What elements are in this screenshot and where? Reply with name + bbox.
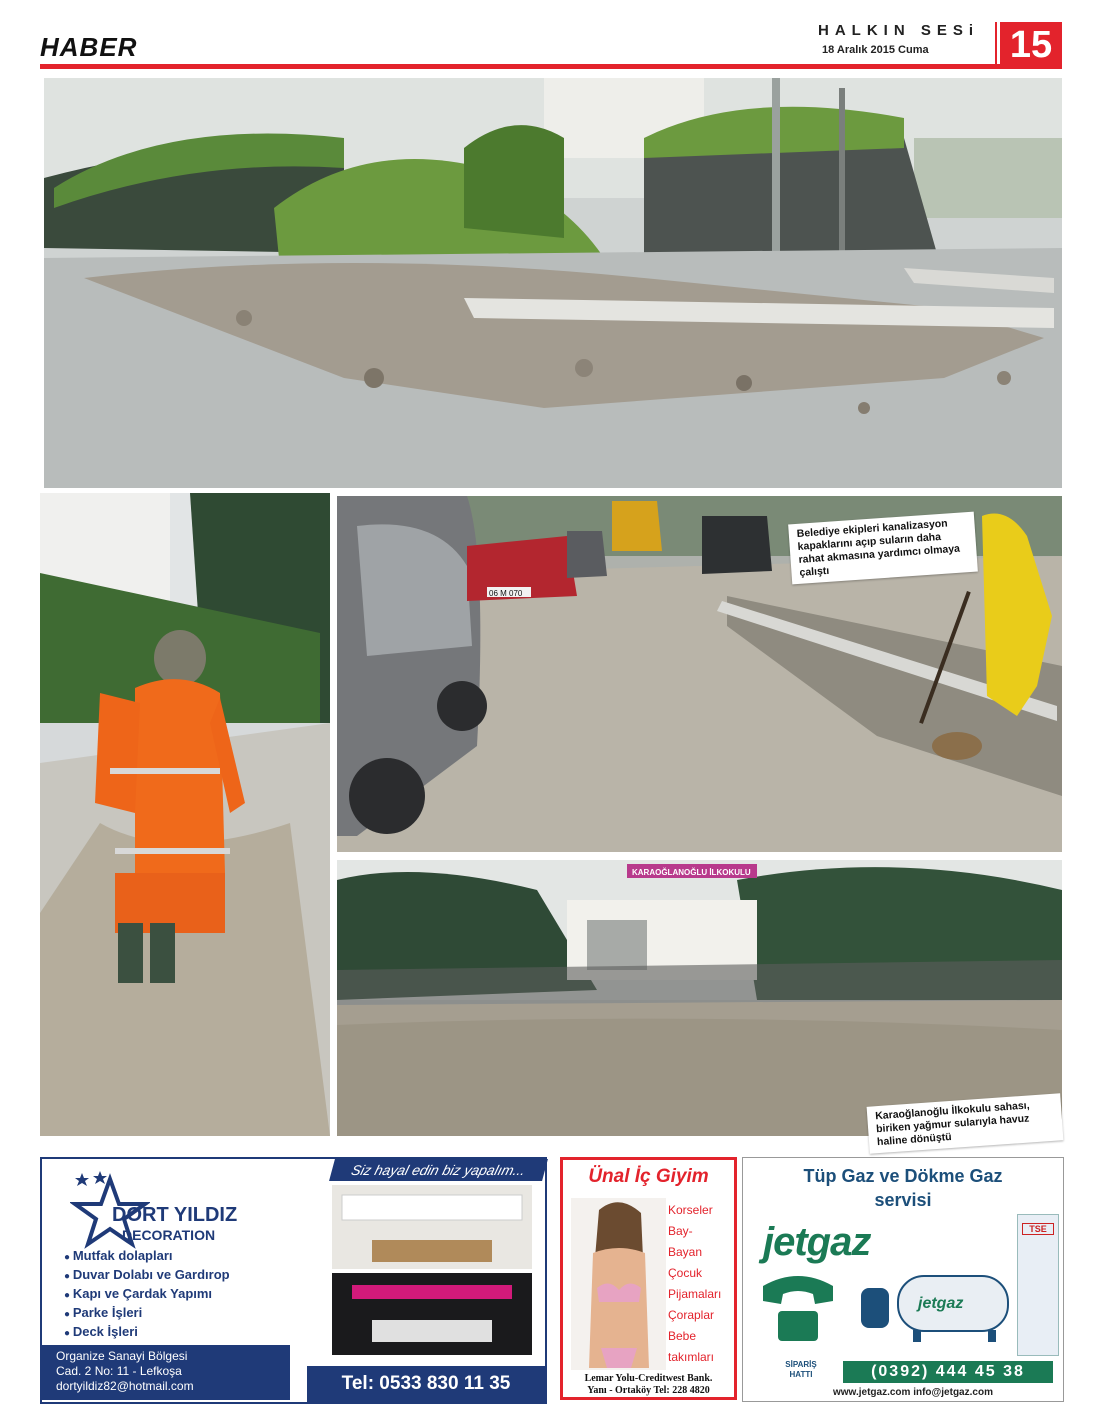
- phone-number: Tel: 0533 830 11 35: [307, 1366, 545, 1402]
- phone-handset-icon: [753, 1266, 843, 1361]
- ad-subtitle: servisi: [874, 1190, 932, 1210]
- product-item: Çocuk: [668, 1266, 703, 1280]
- product-item: takımları: [668, 1350, 715, 1364]
- address-line: Lemar Yolu-Creditwest Bank.: [584, 1373, 713, 1384]
- photo-flooded-schoolyard: [337, 860, 1062, 1136]
- ad-tagline: Siz hayal edin biz yapalım...: [329, 1159, 548, 1181]
- service-item: ● Duvar Dolabı ve Gardırop: [64, 1266, 230, 1285]
- model-photo: [571, 1198, 666, 1375]
- service-item: ● Parke İşleri: [64, 1304, 230, 1323]
- section-title: HABER: [40, 32, 138, 62]
- order-line-label: [775, 1360, 827, 1380]
- product-list: [668, 1200, 721, 1368]
- address-line: Organize Sanayi Bölgesi: [56, 1349, 188, 1363]
- address-block: [42, 1345, 290, 1400]
- newspaper-name: HALKIN SESi: [818, 22, 980, 39]
- page-number-separator: [995, 22, 997, 66]
- shop-name: Ünal İç Giyim: [588, 1166, 709, 1187]
- email-address: dortyildiz82@hotmail.com: [56, 1379, 194, 1393]
- services-list: [64, 1247, 230, 1342]
- product-item: Pijamaları: [668, 1287, 722, 1301]
- website-email: www.jetgaz.com info@jetgaz.com: [833, 1387, 993, 1398]
- shop-address: [566, 1373, 731, 1397]
- brand-subtitle: DECORATION: [122, 1227, 216, 1243]
- address-line: Yanı - Ortaköy Tel: 228 4820: [587, 1385, 710, 1396]
- page-number: 15: [1000, 22, 1062, 69]
- tank-logo: jetgaz: [918, 1295, 964, 1312]
- product-item: Bay-: [668, 1224, 693, 1238]
- tse-badge: [1017, 1214, 1059, 1356]
- address-line: Cad. 2 No: 11 - Lefkoşa: [56, 1364, 182, 1378]
- school-sign: KARAOĞLANOĞLU İLKOKULU: [632, 868, 751, 877]
- gas-tank-icon: [853, 1268, 1013, 1353]
- kitchen-photos: [332, 1185, 532, 1355]
- issue-date: 18 Aralık 2015 Cuma: [822, 44, 929, 56]
- product-item: Bayan: [668, 1245, 703, 1259]
- service-item: ● Mutfak dolapları: [64, 1247, 230, 1266]
- product-item: Çoraplar: [668, 1308, 715, 1322]
- caption-drain-workers: Belediye ekipleri kanalizasyon kapaklarını açıp suların daha rahat akmasına yardımcı olmaya çalıştı: [788, 512, 978, 585]
- header-rule: [40, 64, 1060, 69]
- product-item: Korseler: [668, 1203, 713, 1217]
- caption-schoolyard: Karaoğlanoğlu İlkokulu sahası, biriken yağmur sularıyla havuz haline dönüştü: [867, 1093, 1064, 1153]
- license-plate: 06 M 070: [489, 589, 523, 598]
- order-phone-number: (0392) 444 45 38: [843, 1361, 1053, 1383]
- brand-name: DÖRT YILDIZ: [112, 1204, 238, 1226]
- ad-jetgaz: [742, 1157, 1064, 1402]
- service-item: ● Deck İşleri: [64, 1323, 230, 1342]
- ad-unal-ic-giyim: [560, 1157, 737, 1400]
- ad-title: Tüp Gaz ve Dökme Gaz: [803, 1166, 1003, 1186]
- photo-worker-orange-coat: [40, 493, 330, 1136]
- photo-collapsed-wall: [44, 78, 1062, 488]
- tse-label: TSE: [1022, 1223, 1054, 1235]
- ad-dort-yildiz: [40, 1157, 547, 1404]
- order-label: HATTI: [789, 1370, 813, 1379]
- service-item: ● Kapı ve Çardak Yapımı: [64, 1285, 230, 1304]
- product-item: Bebe: [668, 1329, 697, 1343]
- order-label: SİPARİŞ: [785, 1360, 817, 1369]
- jetgaz-logo: jetgaz: [763, 1220, 871, 1264]
